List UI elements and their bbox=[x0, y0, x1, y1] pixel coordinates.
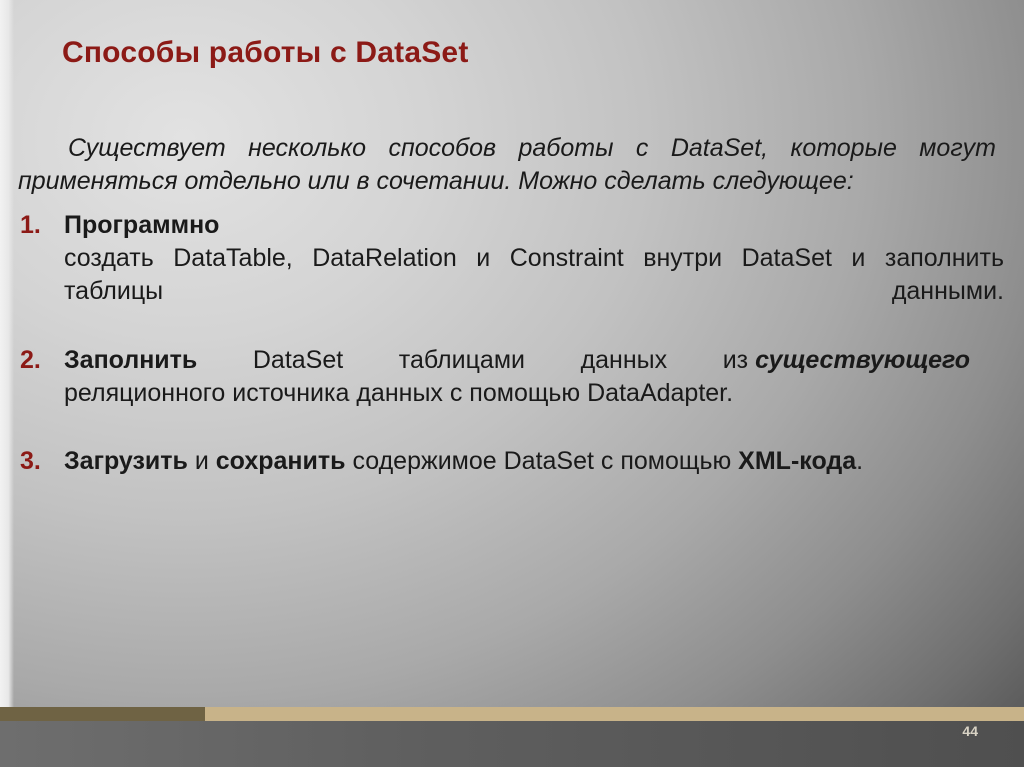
methods-list bbox=[18, 209, 1004, 512]
list-item-3-tail: содержимое DataSet с помощью bbox=[352, 447, 732, 476]
list-item bbox=[18, 209, 1004, 342]
bottom-bar-light-segment bbox=[205, 707, 1024, 721]
list-item-2-mid2: таблицами bbox=[398, 345, 525, 374]
intro-paragraph bbox=[18, 132, 1004, 199]
list-item-2-mid4: из bbox=[722, 345, 749, 374]
decorative-bottom-bar bbox=[0, 707, 1024, 721]
list-item-3-body bbox=[64, 447, 1004, 508]
list-item-2-emphasis: существующего bbox=[755, 345, 971, 374]
list-item-3-period: . bbox=[856, 447, 864, 476]
list-item bbox=[18, 445, 1004, 512]
page-title: Способы работы с DataSet bbox=[62, 36, 469, 69]
list-item-2-mid1: DataSet bbox=[252, 345, 344, 374]
list-item bbox=[18, 344, 1004, 444]
list-item-1-body: создать DataTable, DataRelation и Constraint внутри DataSet и заполнить таблицы данными. bbox=[64, 243, 1004, 305]
list-item-2-mid3: данных bbox=[580, 345, 668, 374]
list-item-3-tail-bold: XML-кода bbox=[738, 447, 857, 476]
footer-strip bbox=[0, 721, 1024, 767]
bottom-bar-dark-segment bbox=[0, 707, 205, 721]
slide-body bbox=[18, 132, 1004, 514]
intro-paragraph-text: Существует несколько способов работы с DataSet, которые могут применяться отдельно или в сочетании. Можно сделать следующее: bbox=[18, 134, 996, 196]
list-item-2-head: Заполнить bbox=[64, 345, 198, 374]
list-item-2-body bbox=[64, 346, 1004, 441]
list-item-3-conjunction: и bbox=[194, 447, 209, 476]
list-item-1-head: Программно bbox=[64, 210, 220, 239]
page-number: 44 bbox=[962, 723, 978, 739]
list-item-3-head: Загрузить bbox=[64, 447, 188, 476]
list-item-2-tail: реляционного источника данных с помощью DataAdapter. bbox=[64, 378, 734, 407]
list-item-3-head2: сохранить bbox=[215, 447, 346, 476]
